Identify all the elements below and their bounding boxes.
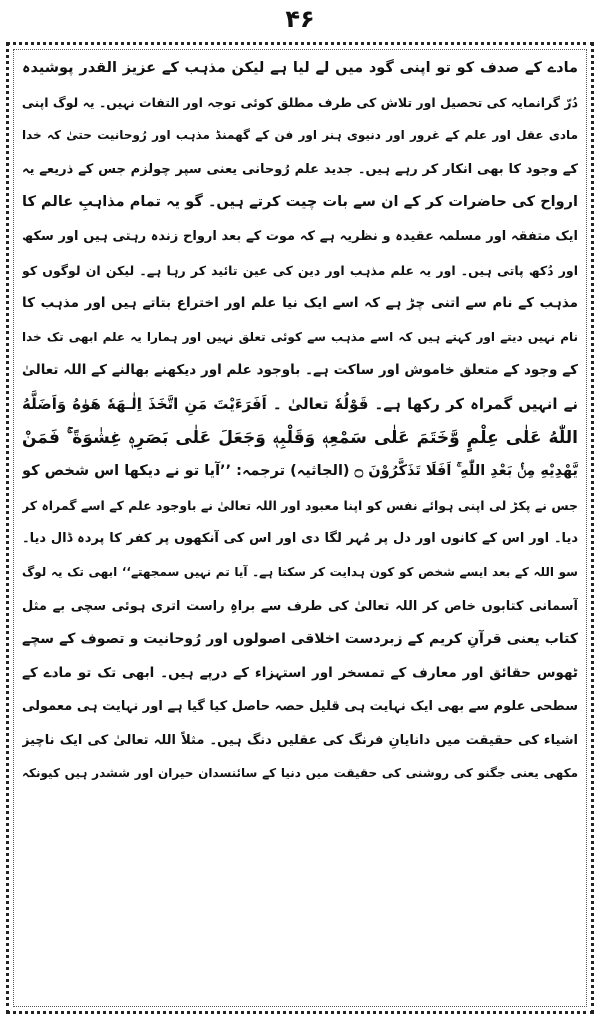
text-line: سو اللہ کے بعد ایسے شخص کو کون ہدایت کر سکتا ہے۔ آیا تم نہیں سمجھتے‘‘ ابھی تک یہ لوگ [22, 564, 578, 579]
text-line: کے وجود کا بھی انکار کر رہے ہیں۔ جدید علم رُوحانی یعنی سپر چولزم جس کے ذریعے یہ [22, 161, 578, 177]
text-line: مادے کے صدف کو تو اپنی گود میں لے لیا ہے لیکن مذہب کے عزیز القدر پوشیدہ [22, 60, 578, 76]
text-line: سطحی علوم سے بھی ایک نہایت ہی قلیل حصہ حاصل کیا گیا ہے اور نہایت ہی معمولی [22, 699, 578, 715]
text-line: آسمانی کتابوں خاص کر اللہ تعالیٰ کی طرف سے براہِ راست اتری ہوئی سچی بے مثل [22, 598, 578, 614]
text-line: ارواح کی حاضرات کر کے ان سے بات چیت کرتے ہیں۔ گو یہ تمام مذاہبِ عالم کا [22, 194, 578, 211]
page-number: ۴۶ [285, 5, 315, 33]
text-line: کتاب یعنی قرآنِ کریم کے زبردست اخلاقی اصولوں اور رُوحانیت و تصوف کے سچے [22, 631, 578, 648]
text-line-quran: يَّهْدِيْهِ مِنْۢ بَعْدِ اللّٰهِ ۚ اَفَلَا تَذَكَّرُوْنَ ۝ (الجاثیہ) ترجمہ: ’’آیا تو نے دیکھا اس شخص کو [22, 463, 578, 480]
text-line: اور دُکھ پاتی ہیں۔ اور یہ علم مذہب اور دین کی عین تائید کر رہا ہے۔ لیکن ان لوگوں کو [22, 262, 578, 278]
text-body [22, 52, 578, 1004]
text-line-quran: اللّٰهُ عَلٰى عِلْمٍ وَّخَتَمَ عَلٰى سَمْعِهٖ وَقَلْبِهٖ وَجَعَلَ عَلٰى بَصَرِهٖ غِشٰوَةً ۚ فَمَنْ [22, 427, 578, 448]
text-line: کے وجود کے متعلق خاموش اور ساکت ہے۔ باوجود علم اور دیکھنے بھالنے کے اللہ تعالیٰ [22, 362, 578, 379]
text-line: اشیاء کی حقیقت میں دانایانِ فرنگ کی عقلیں دنگ ہیں۔ مثلاً اللہ تعالیٰ کی ایک ناچیز [22, 732, 578, 748]
text-line: مکھی یعنی جگنو کی روشنی کی حقیقت میں دنیا کے سائنسدان حیران اور ششدر ہیں کیونکہ [22, 766, 578, 781]
text-line: دُرّ گرانمایہ کی تحصیل اور تلاش کی طرف مطلق کوئی توجہ اور التفات نہیں۔ یہ لوگ اپنی [22, 94, 578, 110]
text-line: جس نے پکڑ لی اپنی ہوائے نفس کو اپنا معبود اور اللہ تعالیٰ نے باوجود علم کے اسے گمراہ کر [22, 497, 578, 513]
text-line: مذہب کے نام سے اتنی چڑ ہے کہ اسے ایک نیا علم اور اختراع بتاتے ہیں اور مذہب کا [22, 295, 578, 312]
text-line: ٹھوس حقائق اور معارف کے تمسخر اور استہزاء کے درپے ہیں۔ ابھی تک تو مادے کے [22, 664, 578, 681]
text-line-quran: نے انہیں گمراہ کر رکھا ہے۔ قَوْلُهٗ تعالیٰ ۔ اَفَرَءَيْتَ مَنِ اتَّخَذَ اِلٰـهَهٗ هَوٰهُ وَاَضَلَّهُ [22, 394, 578, 413]
text-line: نام نہیں دیتے اور کہتے ہیں کہ اسے مذہب سے کوئی تعلق نہیں اور ہمارا یہ علم ابھی تک خدا [22, 329, 578, 344]
text-line: دیا۔ اور اس کے کانوں اور دل پر مُہر لگا دی اور اس کی آنکھوں پر کفر کا پردہ ڈال دیا۔ [22, 531, 578, 547]
text-line: ایک متفقہ اور مسلمہ عقیدہ و نظریہ ہے کہ موت کے بعد ارواح زندہ رہتی ہیں اور سکھ [22, 228, 578, 244]
text-line: مادی عقل اور علم کے غرور اور دنیوی ہنر اور فن کے گھمنڈ مذہب اور رُوحانیت حتیٰ کہ خدا [22, 128, 578, 143]
